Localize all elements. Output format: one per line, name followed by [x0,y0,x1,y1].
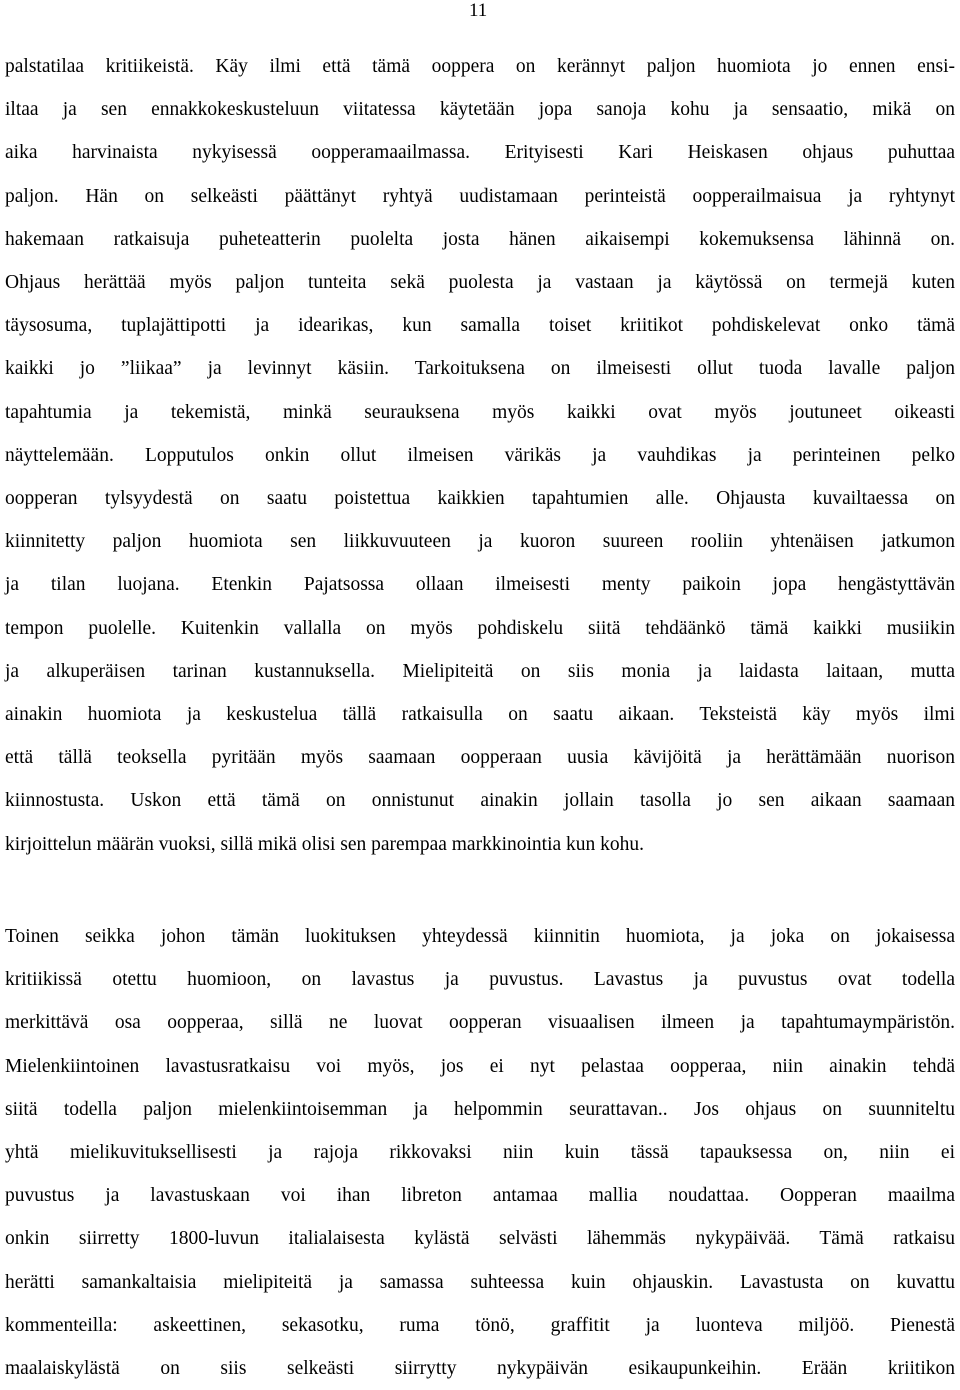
text-line: aika harvinaista nykyisessä oopperamaailmassa. Erityisesti Kari Heiskasen ohjaus puhuttaa [5,142,955,164]
text-line: yhtä mielikuvituksellisesti ja rajoja rikkovaksi niin kuin tässä tapauksessa on, niin ei [5,1142,955,1164]
text-line: Ohjaus herättää myös paljon tunteita sekä puolesta ja vastaan ja käytössä on termejä kuten [5,272,955,294]
text-line: kritiikissä otettu huomioon, on lavastus ja puvustus. Lavastus ja puvustus ovat todella [5,969,955,991]
text-line: hakemaan ratkaisuja puheteatterin puolelta josta hänen aikaisempi kokemuksensa lähinnä on. [5,228,955,250]
text-line: ja tilan luojana. Etenkin Pajatsossa ollaan ilmeisesti menty paikoin jopa hengästyttävän [5,574,955,596]
text-line: iltaa ja sen ennakkokeskusteluun viitatessa käytetään jopa sanoja kohu ja sensaatio, mikä on [5,99,955,121]
text-line: siitä todella paljon mielenkiintoisemman ja helpommin seurattavan.. Jos ohjaus on suunniteltu [5,1098,955,1120]
text-line: täysosuma, tuplajättipotti ja idearikas, kun samalla toiset kriitikot pohdiskelevat onko tämä [5,315,955,337]
text-line: palstatilaa kritiikeistä. Käy ilmi että tämä ooppera on kerännyt paljon huomiota jo ennen ensi- [5,56,955,77]
text-line: ainakin huomiota ja keskustelua tällä ratkaisulla on saatu aikaan. Teksteistä käy myös ilmi [5,704,955,726]
text-line: kirjoittelun määrän vuoksi, sillä mikä olisi sen parempaa markkinointia kun kohu. [5,833,645,855]
text-line: puvustus ja lavastuskaan voi ihan libreton antamaa mallia noudattaa. Oopperan maailma [5,1185,955,1207]
text-line: tapahtumia ja tekemistä, minkä seurauksena myös kaikki ovat myös joutuneet oikeasti [5,401,955,423]
text-line: oopperan tylsyydestä on saatu poistettua kaikkien tapahtumien alle. Ohjausta kuvailtaessa on [5,488,955,510]
paragraph-2 [5,915,955,1390]
text-line: maalaiskylästä on siis selkeästi siirrytty nykypäivän esikaupunkeihin. Erään kriitikon [5,1358,955,1380]
text-line: tempon puolelle. Kuitenkin vallalla on myös pohdiskelu siitä tehdäänkö tämä kaikki musiikin [5,617,955,639]
text-line: merkittävä osa oopperaa, sillä ne luovat oopperan visuaalisen ilmeen ja tapahtumaympäristön. [5,1012,955,1034]
text-line: Mielenkiintoinen lavastusratkaisu voi myös, jos ei nyt pelastaa oopperaa, niin ainakin tehdä [5,1055,955,1077]
text-line: herätti samankaltaisia mielipiteitä ja samassa suhteessa kuin ohjauskin. Lavastusta on kuvattu [5,1271,955,1293]
text-line: kiinnitetty paljon huomiota sen liikkuvuuteen ja kuoron suureen rooliin yhtenäisen jatkumon [5,531,955,553]
paragraph-1 [5,45,955,866]
text-line: ja alkuperäisen tarinan kustannuksella. Mielipiteitä on siis monia ja laidasta laitaan, mutta [5,660,955,682]
page-number: 11 [469,0,488,21]
text-line: näyttelemään. Lopputulos onkin ollut ilmeisen värikäs ja vauhdikas ja perinteinen pelko [5,444,955,466]
text-line: paljon. Hän on selkeästi päättänyt ryhtyä uudistamaan perinteistä oopperailmaisua ja ryhtynyt [5,185,955,207]
text-line: kiinnostusta. Uskon että tämä on onnistunut ainakin jollain tasolla jo sen aikaan saamaan [5,790,955,812]
text-line: että tällä teoksella pyritään myös saamaan oopperaan uusia kävijöitä ja herättämään nuorison [5,747,955,769]
text-line: kaikki jo ”liikaa” ja levinnyt käsiin. Tarkoituksena on ilmeisesti ollut tuoda lavalle paljon [5,358,955,380]
text-line: onkin siirretty 1800-luvun italialaisesta kylästä selvästi lähemmäs nykypäivää. Tämä ratkaisu [5,1228,955,1250]
text-line: Toinen seikka johon tämän luokituksen yhteydessä kiinnitin huomiota, ja joka on jokaisessa [5,926,955,947]
text-line: kommenteilla: askeettinen, sekasotku, ruma tönö, graffitit ja luonteva miljöö. Pienestä [5,1314,955,1336]
